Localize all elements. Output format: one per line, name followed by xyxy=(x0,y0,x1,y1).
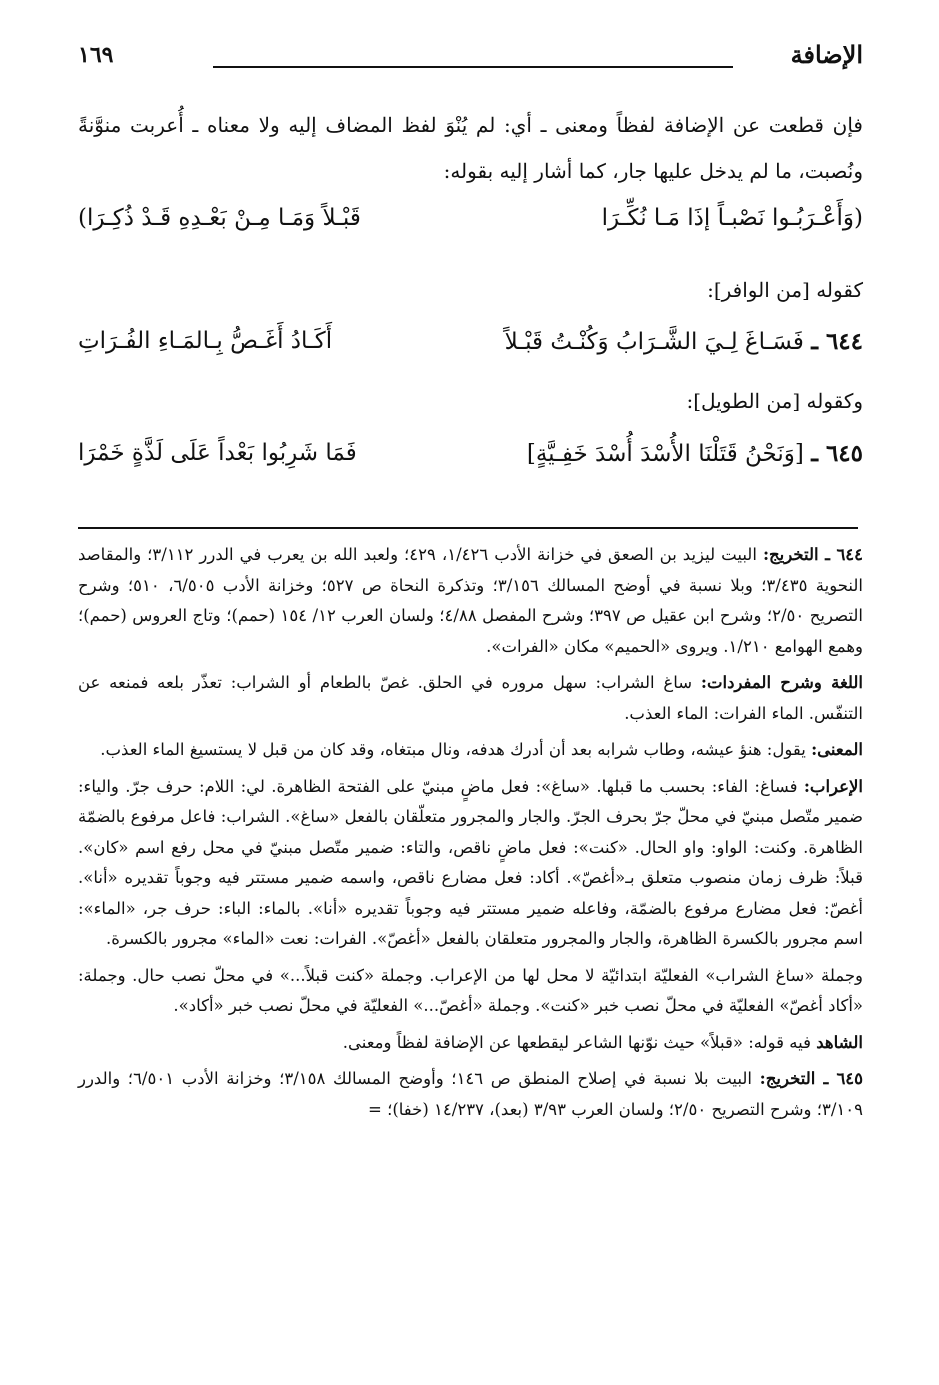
verse-645-second-half: فَمَا شَرِبُوا بَعْداً عَلَى لَذَّةٍ خَمْرَا xyxy=(78,440,357,466)
page-number: ١٦٩ xyxy=(78,42,114,68)
verse-644-first-text: فَسَـاغَ لِـيَ الشَّـرَابُ وَكُنْـتُ قَبْـلاً xyxy=(504,329,804,355)
verse-second-half: قَبْـلاً وَمَـا مِـنْ بَعْـدِهِ قَـدْ ذُكِـرَا) xyxy=(78,205,361,231)
footnote-label: اللغة وشرح المفردات: xyxy=(700,673,863,692)
footnote-label: الإعراب: xyxy=(803,776,863,796)
footnote-maana xyxy=(78,735,863,766)
verse-644 xyxy=(78,328,863,378)
footnote-irab xyxy=(78,772,863,955)
footnote-label: المعنى: xyxy=(811,740,863,759)
footnote-takhrij-645 xyxy=(78,1064,863,1125)
footnote-jumla xyxy=(78,961,863,1022)
verse-645-first-text: [وَنَحْنُ قَتَلْنَا الأُسْدَ أُسْدَ خَفِـيَّةٍ] xyxy=(526,441,804,467)
footnote-text: البيت ليزيد بن الصعق في خزانة الأدب ١/٤٢٦، ٤٢٩؛ ولعبد الله بن يعرب في الدرر ٣/١١٢؛ والمقاصد النحوية ٣/٤٣٥؛ وبلا نسبة في أوضح المسالك ٣/١٥٦؛ وتذكرة النحاة ص ٥٢٧؛ وخزانة الأدب ٦/٥٠٥، ٥١٠؛ وشرح التصريح ٢/٥٠؛ وشرح ابن عقيل ص ٣٩٧؛ وشرح المفصل ٤/٨٨؛ ولسان العرب ١٢/ ١٥٤ (حمم)؛ وتاج العروس (حمم)؛ وهمع الهوامع ١/٢١٠. ويروى «الحميم» مكان «الفرات». xyxy=(78,545,863,656)
header-divider xyxy=(213,66,733,68)
main-text xyxy=(78,102,863,194)
verse-645-first-half xyxy=(527,440,863,467)
example-645-intro: وكقوله [من الطويل]: xyxy=(686,389,863,413)
footnote-text: يقول: هنؤ عيشه، وطاب شرابه بعد أن أدرك هدفه، ونال مبتغاه، وقد كان من قبل لا يستسيغ الماء العذب. xyxy=(100,740,806,759)
footnote-label: ٦٤٤ ـ التخريج: xyxy=(762,545,864,564)
footnote-text: البيت بلا نسبة في إصلاح المنطق ص ١٤٦؛ وأوضح المسالك ٣/١٥٨؛ وخزانة الأدب ٦/٥٠١؛ والدرر ٣/١٠٩؛ وشرح التصريح ٢/٥٠؛ ولسان العرب ٣/٩٣ (بعد)، ١٤/٢٣٧ (خفا)؛ = xyxy=(78,1069,863,1119)
footnote-text: وجملة «ساغ الشراب» الفعليّة ابتدائيّة لا محل لها من الإعراب. وجملة «كنت قبلاً...» في محلّ نصب حال. وجملة: «أكاد أغصّ» الفعليّة في محلّ نصب خبر «كنت». وجملة «أغصّ...» الفعليّة في محلّ نصب خبر «أكاد». xyxy=(78,965,863,1015)
footnote-shahid xyxy=(78,1028,863,1059)
footnote-divider xyxy=(78,527,858,529)
footnote-text: ساغ الشراب: سهل مروره في الحلق. غصّ بالطعام أو الشراب: تعذّر بلعه فمنعه عن التنفّس. الماء الفرات: الماء العذب. xyxy=(78,673,863,723)
verse-first-half: (وَأَعْـرَبُـوا نَصْبـاً إذَا مَـا نُكِّـرَا xyxy=(601,205,863,231)
footnote-lugha xyxy=(78,668,863,729)
footnote-label: ٦٤٥ ـ التخريج: xyxy=(759,1069,864,1088)
footnote-text: فيه قوله: «قبلاً» حيث نوّنها الشاعر ليقطعها عن الإضافة لفظاً ومعنى. xyxy=(342,1032,812,1052)
verse-644-first-half xyxy=(505,328,863,355)
verse-645 xyxy=(78,440,863,490)
verse-644-second-half: أَكَـادُ أَغَـصُّ بِـالمَـاءِ الفُـرَاتِ xyxy=(78,328,333,354)
verse-644-number: ٦٤٤ ـ xyxy=(811,328,863,355)
footnotes xyxy=(78,540,863,1131)
footnote-takhrij-644 xyxy=(78,540,863,662)
main-paragraph: فإن قطعت عن الإضافة لفظاً ومعنى ـ أي: لم يُنْوَ لفظ المضاف إليه ولا معناه ـ أُعربت منوَّنةً ونُصبت، ما لم يدخل عليها جار، كما أشار إليه بقوله: xyxy=(78,113,863,183)
alfiya-verse xyxy=(78,205,863,255)
footnote-text: فساغ: الفاء: بحسب ما قبلها. «ساغ»: فعل ماضٍ مبنيّ على الفتحة الظاهرة. لي: اللام: حرف جرّ. والياء: ضمير متّصل مبنيّ في محلّ جرّ بحرف الجرّ. والجار والمجرور متعلّقان بالفعل «ساغ». الشراب: فاعل مرفوع بالضمّة الظاهرة. وكنت: الواو: واو الحال. «كنت»: فعل ماضٍ ناقص، والتاء: ضمير متّصل مبنيّ في محل رفع اسم «كان». قبلاً: ظرف زمان منصوب متعلق بـ«أغصّ». أكاد: فعل مضارع ناقص، واسمه ضمير مستتر فيه وجوباً تقديره «أنا». أغصّ: فعل مضارع مرفوع بالضمّة، وفاعله ضمير مستتر فيه وجوباً تقديره «أنا». بالماء: الباء: حرف جر، «الماء»: اسم مجرور بالكسرة الظاهرة، والجار والمجرور متعلقان بالفعل «أغصّ». الفرات: نعت «الماء» مجرور بالكسرة. xyxy=(78,776,863,948)
example-644-intro: كقوله [من الوافر]: xyxy=(707,278,863,302)
page-header xyxy=(78,40,863,84)
chapter-title: الإضافة xyxy=(790,40,863,69)
footnote-label: الشاهد xyxy=(816,1032,863,1052)
verse-645-number: ٦٤٥ ـ xyxy=(811,440,863,467)
